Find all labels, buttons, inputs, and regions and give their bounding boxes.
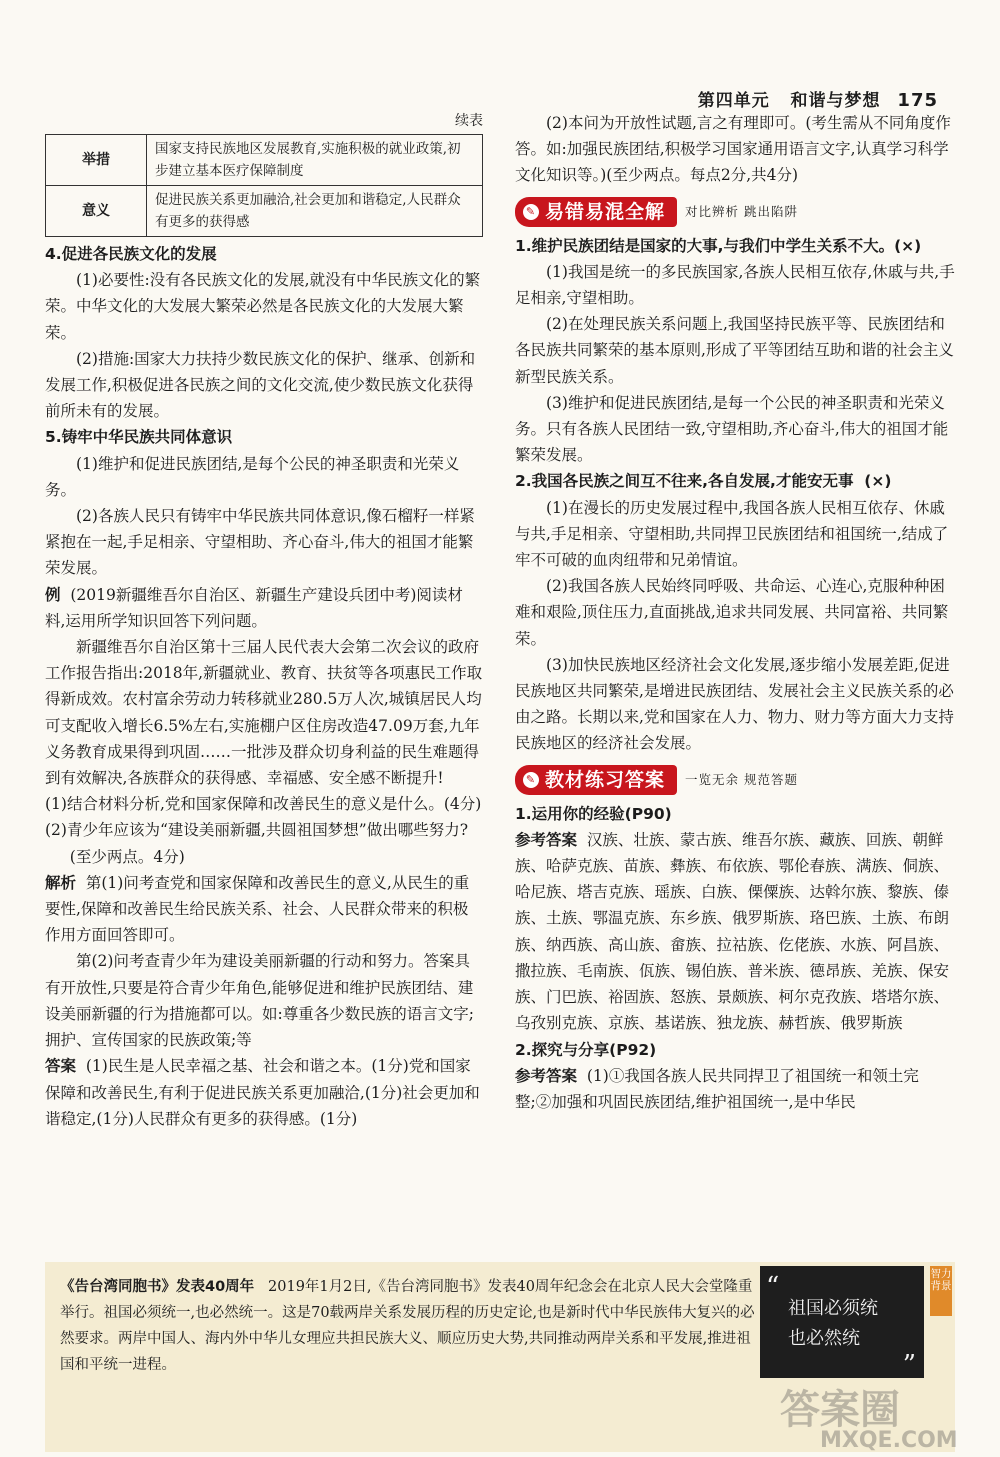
question-2: (2)青少年应该为“建设美丽新疆,共圆祖国梦想”做出哪些努力?(至少两点。4分) bbox=[45, 821, 469, 866]
unit-label: 第四单元 bbox=[697, 91, 770, 111]
open-quote-icon: “ bbox=[766, 1272, 780, 1302]
section-4-para-2: (2)措施:国家大力扶持少数民族文化的保护、继承、创新和发展工作,积极促进各民族之间的文化交流,使少数民族文化获得前所未有的发展。 bbox=[45, 349, 476, 421]
question-1: (1)结合材料分析,党和国家保障和改善民生的意义是什么。(4分) bbox=[45, 795, 482, 814]
analysis-label: 解析 bbox=[45, 873, 77, 892]
background-box-title: 《告台湾同胞书》发表40周年 bbox=[60, 1279, 255, 1295]
reference-answer-label: 参考答案 bbox=[515, 1066, 578, 1085]
mistakes-banner-title: 易错易混全解 bbox=[545, 200, 666, 223]
unit-title: 和谐与梦想 bbox=[790, 91, 881, 111]
watermark bbox=[780, 1387, 980, 1453]
table-row-label: 意义 bbox=[46, 186, 147, 237]
error-2-title-text: 2.我国各民族之间互不往来,各自发展,才能安无事 bbox=[515, 472, 854, 491]
pencil-icon: ✎ bbox=[523, 204, 539, 220]
error-2-para-1: (1)在漫长的历史发展过程中,我国各族人民相互依存、休戚与共,手足相亲、守望相助,共同捍卫民族团结和祖国统一,结成了牢不可破的血肉纽带和兄弟情谊。 bbox=[515, 498, 949, 570]
task-1-answer-text: 汉族、壮族、蒙古族、维吾尔族、藏族、回族、朝鲜族、哈萨克族、苗族、彝族、布依族、鄂伦春族、满族、侗族、哈尼族、塔吉克族、瑶族、白族、傈僳族、达斡尔族、黎族、傣族、土族、鄂温克族、东乡族、俄罗斯族、珞巴族、土族、布朗族、纳西族、高山族、畲族、拉祜族、仡佬族、水族、阿昌族、撒拉族、毛南族、佤族、锡伯族、普米族、德昂族、羌族、保安族、门巴族、裕固族、怒族、景颇族、柯尔克孜族、塔塔尔族、乌孜别克族、京族、基诺族、独龙族、赫哲族、俄罗斯族 bbox=[515, 830, 950, 1033]
task-2-answer bbox=[515, 1063, 955, 1115]
example-intro-text: (2019新疆维吾尔自治区、新疆生产建设兵团中考)阅读材料,运用所学知识回答下列问题。 bbox=[45, 585, 463, 630]
quote-line-2: 也必然统 bbox=[788, 1328, 860, 1349]
right-column bbox=[515, 110, 955, 1115]
table-row bbox=[46, 186, 483, 237]
pencil-icon: ✎ bbox=[523, 772, 539, 788]
background-box-text bbox=[60, 1274, 760, 1378]
analysis-para-1 bbox=[45, 870, 483, 949]
example-intro bbox=[45, 582, 483, 634]
section-5-title: 5.铸牢中华民族共同体意识 bbox=[45, 428, 233, 447]
section-5-para-1: (1)维护和促进民族团结,是每个公民的神圣职责和光荣义务。 bbox=[45, 454, 460, 499]
table-caption: 续表 bbox=[455, 113, 483, 129]
page-header bbox=[698, 86, 938, 111]
reference-answer-label: 参考答案 bbox=[515, 830, 578, 849]
section-5-para-2: (2)各族人民只有铸牢中华民族共同体意识,像石榴籽一样紧紧抱在一起,手足相亲、守望相助、齐心奋斗,伟大的祖国才能繁荣发展。 bbox=[45, 507, 475, 578]
watermark-line-2: MXQE.COM bbox=[820, 1428, 958, 1453]
textbook-banner-subtitle: 一览无余 规范答题 bbox=[685, 771, 798, 787]
quote-card bbox=[760, 1266, 924, 1378]
example-material: 新疆维吾尔自治区第十三届人民代表大会第二次会议的政府工作报告指出:2018年,新疆就业、教育、扶贫等各项惠民工作取得新成效。农村富余劳动力转移就业280.5万人次,城镇居民人均可支配收入增长6.5%左右,实施棚户区住房改造47.09万套,九年义务教育成果得到巩固……一批涉及群众切身利益的民生难题得到有效解决,各族群众的获得感、幸福感、安全感不断提升! bbox=[45, 638, 483, 788]
error-1-para-1: (1)我国是统一的多民族国家,各族人民相互依存,休戚与共,手足相亲,守望相助。 bbox=[515, 262, 955, 308]
textbook-banner-title: 教材练习答案 bbox=[545, 768, 666, 791]
background-box-body: 2019年1月2日,《告台湾同胞书》发表40周年纪念会在北京人民大会堂隆重举行。祖国必须统一,也必然统一。这是70载两岸关系发展历程的历史定论,也是新时代中华民族伟大复兴的必然要求。两岸中国人、海内外中华儿女理应共担民族大义、顺应历史大势,共同推动两岸关系和平发展,推进祖国和平统一进程。 bbox=[60, 1279, 755, 1373]
answer-para-2: (2)本问为开放性试题,言之有理即可。(考生需从不同角度作答。如:加强民族团结,积极学习国家通用语言文字,认真学习科学文化知识等。)(至少两点。每点2分,共4分) bbox=[515, 114, 951, 185]
error-1-title: 1.维护民族团结是国家的大事,与我们中学生关系不大。(×) bbox=[515, 236, 922, 255]
error-2-mark: (×) bbox=[864, 472, 892, 491]
table-row-content: 国家支持民族地区发展教育,实施积极的就业政策,初步建立基本医疗保障制度 bbox=[147, 135, 483, 186]
table-row-label: 举措 bbox=[46, 135, 147, 186]
page-number: 175 bbox=[897, 90, 938, 111]
error-2-para-2: (2)我国各族人民始终同呼吸、共命运、心连心,克服种种困难和艰险,顶住压力,直面挑战,追求共同发展、共同富裕、共同繁荣。 bbox=[515, 577, 949, 648]
mistakes-banner-subtitle: 对比辨析 跳出陷阱 bbox=[685, 203, 798, 219]
measures-table bbox=[45, 134, 483, 237]
section-4-para-1: (1)必要性:没有各民族文化的发展,就没有中华民族文化的繁荣。中华文化的大发展大繁荣必然是各民族文化的大发展大繁荣。 bbox=[45, 271, 481, 342]
quote-line-1: 祖国必须统 bbox=[788, 1298, 878, 1319]
quote-text bbox=[788, 1294, 878, 1354]
left-column bbox=[45, 110, 483, 1132]
mistakes-banner bbox=[515, 197, 955, 227]
task-1-title: 1.运用你的经验(P90) bbox=[515, 804, 672, 823]
task-1-answer bbox=[515, 827, 955, 1037]
error-2-para-3: (3)加快民族地区经济社会文化发展,逐步缩小发展差距,促进民族地区共同繁荣,是增进民族团结、发展社会主义民族关系的必由之路。长期以来,党和国家在人力、物力、财力等方面大力支持民族地区的经济社会发展。 bbox=[515, 655, 954, 753]
answer-label: 答案 bbox=[45, 1057, 77, 1076]
answer-text-1: (1)民生是人民幸福之基、社会和谐之本。(1分)党和国家保障和改善民生,有利于促进民族关系更加融洽,(1分)社会更加和谐稳定,(1分)人民群众有更多的获得感。(1分) bbox=[45, 1057, 480, 1128]
close-quote-icon: ” bbox=[902, 1350, 916, 1380]
background-tag: 智力背景 bbox=[930, 1266, 952, 1316]
analysis-text-1: 第(1)问考查党和国家保障和改善民生的意义,从民生的重要性,保障和改善民生给民族关系、社会、人民群众带来的积极作用方面回答即可。 bbox=[45, 873, 470, 945]
textbook-banner bbox=[515, 765, 955, 795]
section-4-title: 4.促进各民族文化的发展 bbox=[45, 245, 217, 263]
error-1-para-2: (2)在处理民族关系问题上,我国坚持民族平等、民族团结和各民族共同繁荣的基本原则,形成了平等团结互助和谐的社会主义新型民族关系。 bbox=[515, 315, 954, 386]
task-2-answer-text: (1)①我国各族人民共同捍卫了祖国统一和领土完整;②加强和巩固民族团结,维护祖国统一,是中华民 bbox=[515, 1066, 919, 1111]
error-1-para-3: (3)维护和促进民族团结,是每一个公民的神圣职责和光荣义务。只有各族人民团结一致,守望相助,齐心奋斗,伟大的祖国才能繁荣发展。 bbox=[515, 393, 949, 465]
example-label: 例 bbox=[45, 585, 61, 604]
textbook-banner-title-box bbox=[515, 765, 677, 795]
error-2-title bbox=[515, 468, 955, 494]
table-row-content: 促进民族关系更加融洽,社会更加和谐稳定,人民群众有更多的获得感 bbox=[147, 186, 483, 237]
answer-para-1 bbox=[45, 1053, 483, 1132]
table-row bbox=[46, 135, 483, 186]
watermark-line-1: 答案圈 bbox=[780, 1387, 900, 1433]
analysis-para-2: 第(2)问考查青少年为建设美丽新疆的行动和努力。答案具有开放性,只要是符合青少年角色,能够促进和维护民族团结、建设美丽新疆的行为措施都可以。如:尊重各少数民族的语言文字;拥护、宣传国家的民族政策;等 bbox=[45, 952, 474, 1050]
mistakes-banner-title-box bbox=[515, 197, 677, 227]
task-2-title: 2.探究与分享(P92) bbox=[515, 1040, 657, 1059]
